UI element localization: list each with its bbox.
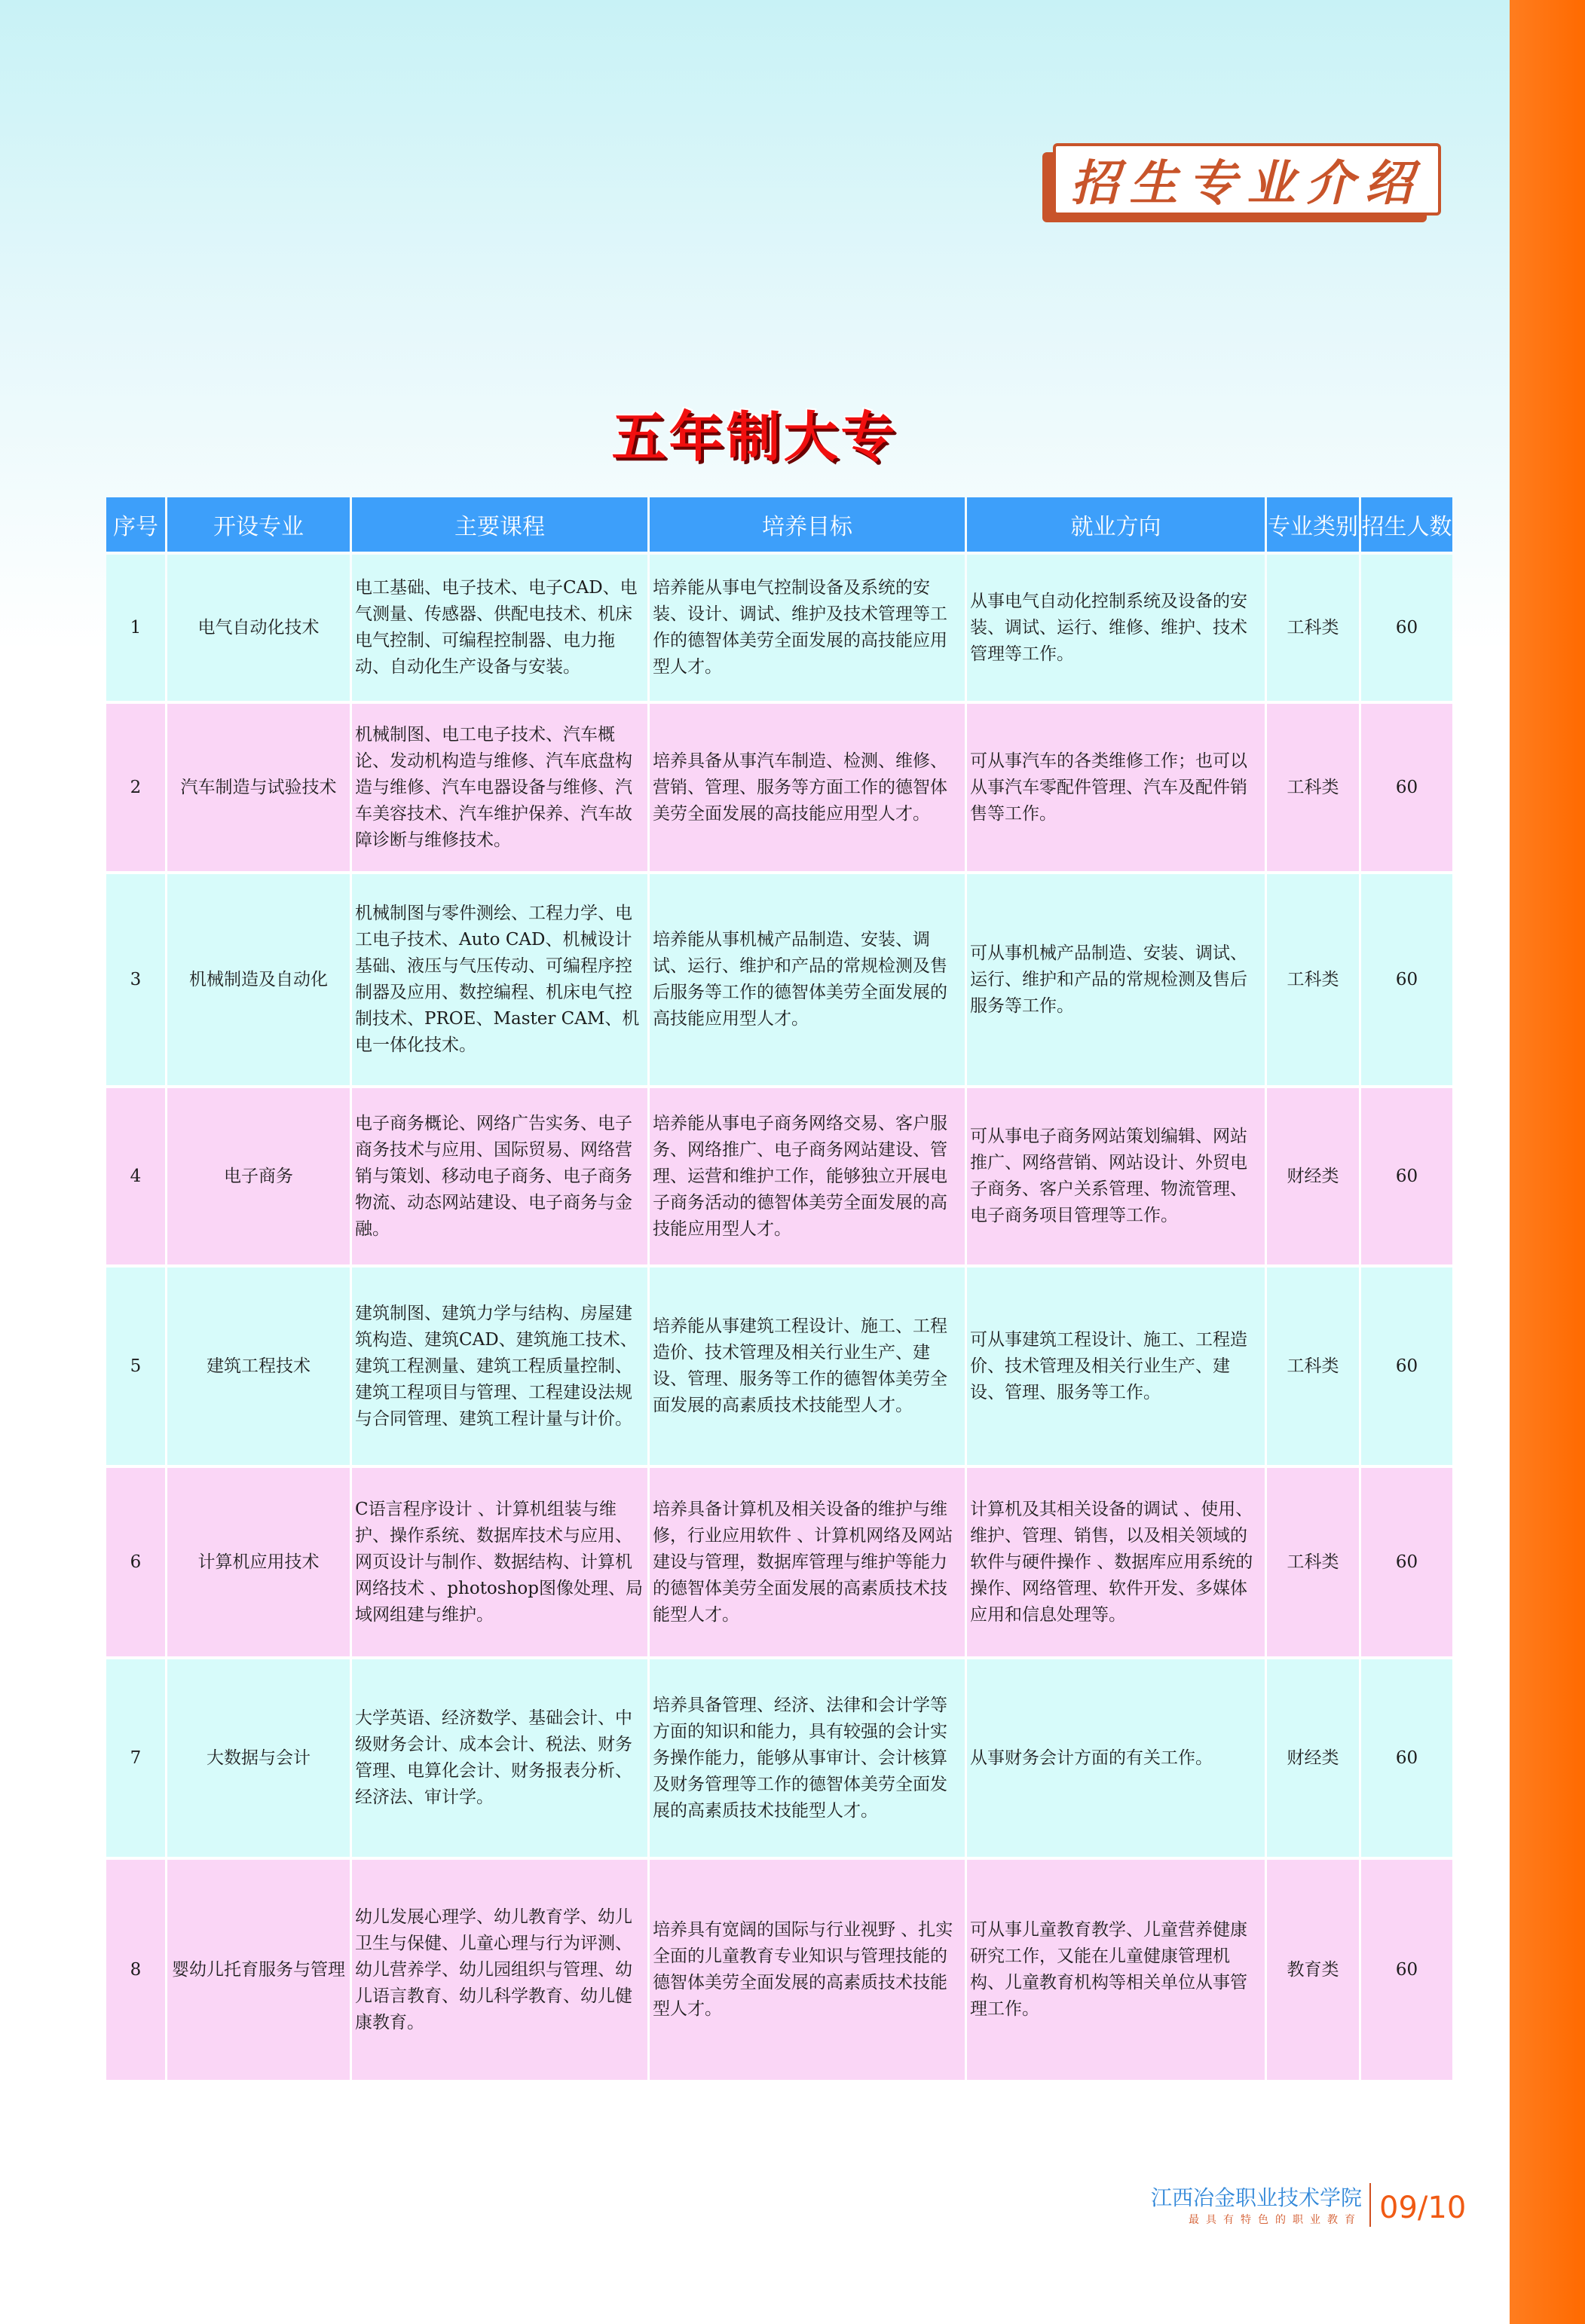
school-motto: 最具有特色的职业教育 bbox=[1189, 2214, 1362, 2226]
majors-table-container bbox=[104, 494, 1452, 2083]
cell-category: 工科类 bbox=[1267, 874, 1359, 1085]
cell-category: 工科类 bbox=[1267, 1468, 1359, 1656]
cell-major: 婴幼儿托育服务与管理 bbox=[167, 1860, 350, 2080]
cell-courses: 电工基础、电子技术、电子CAD、电气测量、传感器、供配电技术、机床电气控制、可编程控制器、电力拖动、自动化生产设备与安装。 bbox=[352, 555, 647, 701]
page-title: 五年制大专 bbox=[611, 405, 898, 469]
cell-career: 从事财务会计方面的有关工作。 bbox=[967, 1659, 1265, 1857]
cell-major: 汽车制造与试验技术 bbox=[167, 704, 350, 871]
cell-courses: 大学英语、经济数学、基础会计、中级财务会计、成本会计、税法、财务管理、电算化会计、财务报表分析、经济法、审计学。 bbox=[352, 1659, 647, 1857]
cell-quota: 60 bbox=[1361, 704, 1452, 871]
table-row bbox=[106, 1267, 1452, 1465]
cell-goal: 培养能从事电子商务网络交易、客户服务、网络推广、电子商务网站建设、管理、运营和维护工作，能够独立开展电子商务活动的德智体美劳全面发展的高技能应用型人才。 bbox=[650, 1088, 965, 1264]
cell-category: 财经类 bbox=[1267, 1659, 1359, 1857]
cell-no: 2 bbox=[106, 704, 165, 871]
cell-major: 计算机应用技术 bbox=[167, 1468, 350, 1656]
cell-category: 工科类 bbox=[1267, 1267, 1359, 1465]
table-header-row bbox=[106, 497, 1452, 552]
cell-goal: 培养能从事电气控制设备及系统的安装、设计、调试、维护及技术管理等工作的德智体美劳全面发展的高技能应用型人才。 bbox=[650, 555, 965, 701]
cell-courses: 建筑制图、建筑力学与结构、房屋建筑构造、建筑CAD、建筑施工技术、建筑工程测量、建筑工程质量控制、建筑工程项目与管理、工程建设法规与合同管理、建筑工程计量与计价。 bbox=[352, 1267, 647, 1465]
table-row bbox=[106, 1860, 1452, 2080]
school-name: 江西冶金职业技术学院 bbox=[1150, 2185, 1362, 2210]
cell-major: 电气自动化技术 bbox=[167, 555, 350, 701]
cell-career: 可从事汽车的各类维修工作；也可以从事汽车零配件管理、汽车及配件销售等工作。 bbox=[967, 704, 1265, 871]
table-row bbox=[106, 555, 1452, 701]
cell-career: 计算机及其相关设备的调试 、使用、维护、管理、销售，以及相关领域的软件与硬件操作 、数据库应用系统的操作、网络管理、软件开发、多媒体应用和信息处理等。 bbox=[967, 1468, 1265, 1656]
cell-quota: 60 bbox=[1361, 1088, 1452, 1264]
cell-no: 6 bbox=[106, 1468, 165, 1656]
footer-divider bbox=[1369, 2183, 1371, 2227]
cell-goal: 培养具有宽阔的国际与行业视野 、扎实全面的儿童教育专业知识与管理技能的德智体美劳全面发展的高素质技术技能型人才。 bbox=[650, 1860, 965, 2080]
cell-quota: 60 bbox=[1361, 555, 1452, 701]
cell-no: 7 bbox=[106, 1659, 165, 1857]
table-row bbox=[106, 1468, 1452, 1656]
cell-career: 可从事机械产品制造、安装、调试、运行、维护和产品的常规检测及售后服务等工作。 bbox=[967, 874, 1265, 1085]
cell-quota: 60 bbox=[1361, 1468, 1452, 1656]
majors-table bbox=[104, 494, 1455, 2083]
cell-major: 建筑工程技术 bbox=[167, 1267, 350, 1465]
section-tag bbox=[1042, 143, 1440, 222]
orange-side-bar bbox=[1510, 0, 1585, 2324]
cell-goal: 培养能从事机械产品制造、安装、调试、运行、维护和产品的常规检测及售后服务等工作的德智体美劳全面发展的高技能应用型人才。 bbox=[650, 874, 965, 1085]
table-row bbox=[106, 704, 1452, 871]
cell-category: 财经类 bbox=[1267, 1088, 1359, 1264]
cell-no: 5 bbox=[106, 1267, 165, 1465]
cell-goal: 培养具备从事汽车制造、检测、维修、营销、管理、服务等方面工作的德智体美劳全面发展的高技能应用型人才。 bbox=[650, 704, 965, 871]
cell-category: 工科类 bbox=[1267, 704, 1359, 871]
header-category: 专业类别 bbox=[1267, 497, 1359, 552]
cell-quota: 60 bbox=[1361, 1659, 1452, 1857]
cell-major: 机械制造及自动化 bbox=[167, 874, 350, 1085]
header-major: 开设专业 bbox=[167, 497, 350, 552]
cell-major: 大数据与会计 bbox=[167, 1659, 350, 1857]
cell-major: 电子商务 bbox=[167, 1088, 350, 1264]
cell-career: 从事电气自动化控制系统及设备的安装、调试、运行、维修、维护、技术管理等工作。 bbox=[967, 555, 1265, 701]
page-number: 09/10 bbox=[1379, 2191, 1467, 2225]
cell-no: 4 bbox=[106, 1088, 165, 1264]
cell-no: 3 bbox=[106, 874, 165, 1085]
cell-goal: 培养具备管理、经济、法律和会计学等方面的知识和能力，具有较强的会计实务操作能力，能够从事审计、会计核算及财务管理等工作的德智体美劳全面发展的高素质技术技能型人才。 bbox=[650, 1659, 965, 1857]
cell-courses: 机械制图、电工电子技术、汽车概论、发动机构造与维修、汽车底盘构造与维修、汽车电器设备与维修、汽车美容技术、汽车维护保养、汽车故障诊断与维修技术。 bbox=[352, 704, 647, 871]
cell-courses: 幼儿发展心理学、幼儿教育学、幼儿卫生与保健、儿童心理与行为评测、幼儿营养学、幼儿园组织与管理、幼儿语言教育、幼儿科学教育、幼儿健康教育。 bbox=[352, 1860, 647, 2080]
header-goal: 培养目标 bbox=[650, 497, 965, 552]
cell-category: 教育类 bbox=[1267, 1860, 1359, 2080]
cell-career: 可从事建筑工程设计、施工、工程造价、技术管理及相关行业生产、建设、管理、服务等工作。 bbox=[967, 1267, 1265, 1465]
cell-goal: 培养能从事建筑工程设计、施工、工程造价、技术管理及相关行业生产、建设、管理、服务等工作的德智体美劳全面发展的高素质技术技能型人才。 bbox=[650, 1267, 965, 1465]
cell-courses: 电子商务概论、网络广告实务、电子商务技术与应用、国际贸易、网络营销与策划、移动电子商务、电子商务物流、动态网站建设、电子商务与金融。 bbox=[352, 1088, 647, 1264]
cell-quota: 60 bbox=[1361, 1267, 1452, 1465]
cell-no: 8 bbox=[106, 1860, 165, 2080]
cell-career: 可从事电子商务网站策划编辑、网站推广、网络营销、网站设计、外贸电子商务、客户关系管理、物流管理、电子商务项目管理等工作。 bbox=[967, 1088, 1265, 1264]
table-row bbox=[106, 1659, 1452, 1857]
cell-goal: 培养具备计算机及相关设备的维护与维修，行业应用软件 、计算机网络及网站建设与管理，数据库管理与维护等能力的德智体美劳全面发展的高素质技术技能型人才。 bbox=[650, 1468, 965, 1656]
section-tag-label: 招生专业介绍 bbox=[1053, 143, 1441, 216]
header-no: 序号 bbox=[106, 497, 165, 552]
cell-category: 工科类 bbox=[1267, 555, 1359, 701]
table-row bbox=[106, 1088, 1452, 1264]
cell-quota: 60 bbox=[1361, 1860, 1452, 2080]
footer bbox=[1140, 2182, 1467, 2234]
header-courses: 主要课程 bbox=[352, 497, 647, 552]
cell-quota: 60 bbox=[1361, 874, 1452, 1085]
table-row bbox=[106, 874, 1452, 1085]
cell-career: 可从事儿童教育教学、儿童营养健康研究工作，又能在儿童健康管理机构、儿童教育机构等相关单位从事管理工作。 bbox=[967, 1860, 1265, 2080]
header-quota: 招生人数 bbox=[1361, 497, 1452, 552]
cell-courses: 机械制图与零件测绘、工程力学、电工电子技术、Auto CAD、机械设计基础、液压与气压传动、可编程序控制器及应用、数控编程、机床电气控制技术、PROE、Master CAM、机电一体化技术。 bbox=[352, 874, 647, 1085]
header-career: 就业方向 bbox=[967, 497, 1265, 552]
cell-no: 1 bbox=[106, 555, 165, 701]
cell-courses: C语言程序设计 、计算机组装与维护、操作系统、数据库技术与应用、网页设计与制作、数据结构、计算机网络技术 、photoshop图像处理、局域网组建与维护。 bbox=[352, 1468, 647, 1656]
